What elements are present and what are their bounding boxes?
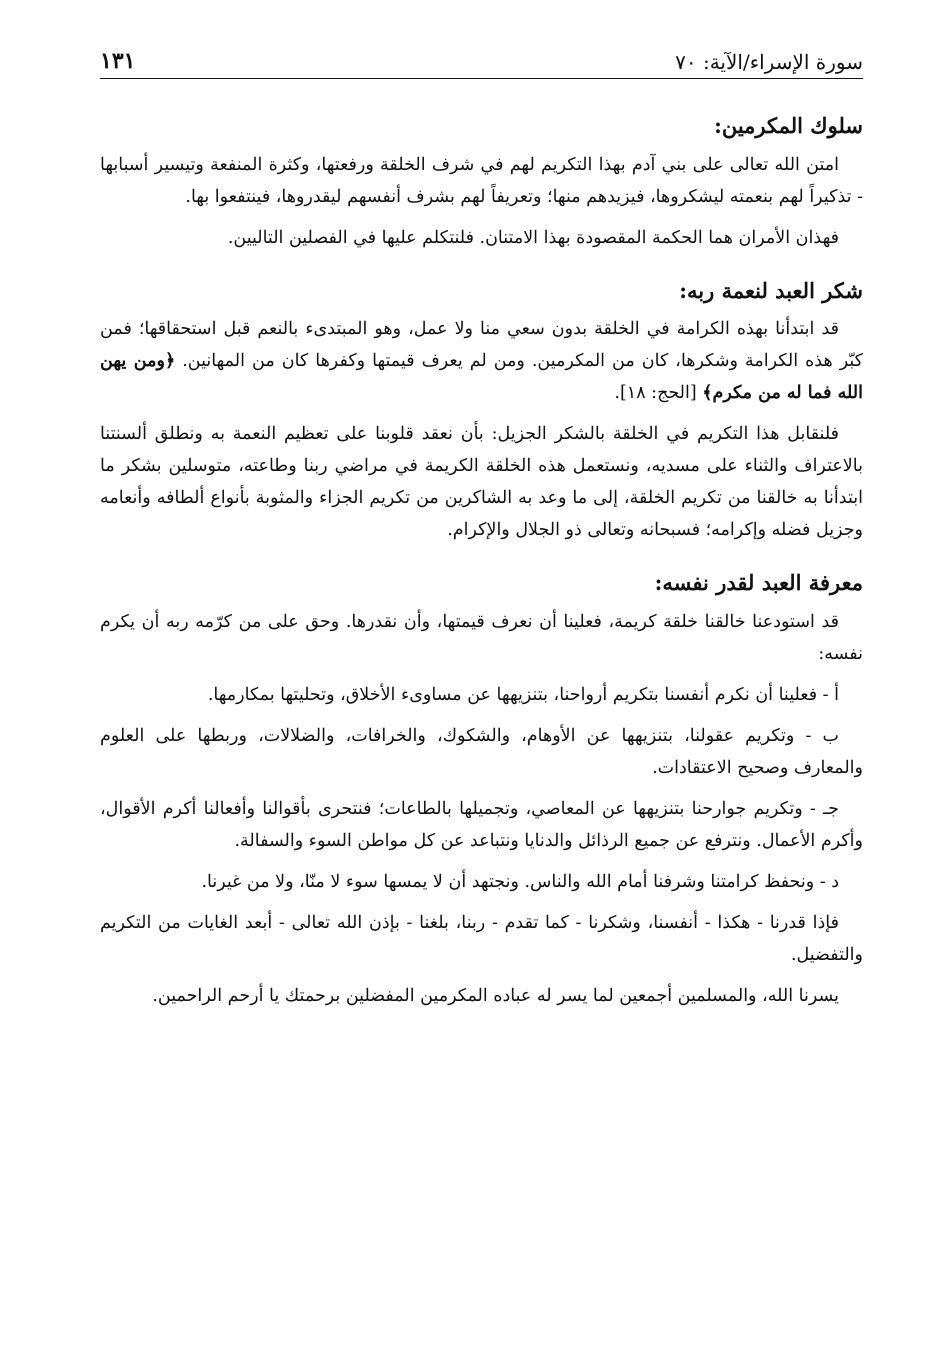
paragraph: امتن الله تعالى على بني آدم بهذا التكريم لهم في شرف الخلقة ورفعتها، وكثرة المنفعة وتيسير أسبابها - تذكيراً لهم بنعمته ليشكروها، فيزيدهم منها؛ وتعريفاً لهم بشرف أنفسهم ليقدروها، فينتفعوا بها. — [100, 154, 863, 207]
list-item-dal: د - ونحفظ كرامتنا وشرفنا أمام الله والناس. ونجتهد أن لا يمسها سوء لا منّا، ولا من غيرنا. — [201, 871, 839, 892]
quran-quote: ﴿ومن يهن الله فما له من مكرم﴾ — [100, 351, 863, 404]
page-content — [100, 109, 863, 1012]
citation: [الحج: ١٨]. — [614, 383, 703, 404]
section-heading: شكر العبد لنعمة ربه: — [679, 277, 863, 303]
paragraph: فهذان الأمران هما الحكمة المقصودة بهذا الامتنان. فلنتكلم عليها في الفصلين التاليين. — [227, 227, 839, 248]
section-gratitude-to-lord — [100, 274, 863, 547]
list-item-jim: جـ - وتكريم جوارحنا بتنزيهها عن المعاصي، وتجميلها بالطاعات؛ فنتحرى بأقوالنا وأفعالنا أكرم الأقوال، وأكرم الأعمال. ونترفع عن جميع الرذائل والدنايا ونتباعد عن كل مواطن السوء والسفالة. — [100, 798, 863, 851]
list-item-alif: أ - فعلينا أن نكرم أنفسنا بتكريم أرواحنا، بتنزيهها عن مساوىء الأخلاق، وتحليتها بمكارمها. — [207, 684, 839, 705]
section-self-worth — [100, 566, 863, 1012]
section-heading: معرفة العبد لقدر نفسه: — [654, 570, 863, 596]
page-number: ١٣١ — [100, 48, 136, 74]
book-page — [100, 40, 863, 1327]
paragraph: قد استودعنا خالقنا خلقة كريمة، فعلينا أن نعرف قيمتها، وأن نقدرها. وحق على من كرّمه ربه أن يكرم نفسه: — [100, 611, 863, 664]
section-conduct-of-honored — [100, 109, 863, 254]
running-title: سورة الإسراء/الآية: ٧٠ — [675, 50, 863, 74]
paragraph-text: قد ابتدأنا بهذه الكرامة في الخلقة بدون سعي منا ولا عمل، وهو المبتدىء بالنعم قبل استحقاقها؛ فمن كبّر هذه الكرامة وشكرها، كان من المكرمين. ومن لم يعرف قيمتها وكفرها كان من المهانين. — [100, 319, 863, 372]
list-item-ba: ب - وتكريم عقولنا، بتنزيهها عن الأوهام، والشكوك، والخرافات، والضلالات، وربطها على العلوم والمعارف وصحيح الاعتقادات. — [100, 725, 863, 778]
paragraph: فلنقابل هذا التكريم في الخلقة بالشكر الجزيل: بأن نعقد قلوبنا على تعظيم النعمة به ونطلق ألسنتنا بالاعتراف والثناء على مسديه، ونستعمل هذه الخلقة الكريمة في مراضي ربنا وطاعته، متوسلين بشكر ما ابتدأنا به خالقنا من تكريم الخلقة، إلى ما وعد به الشاكرين من تكريم الجزاء والمثوبة بأنواع ألطافه وأنعامه وجزيل فضله وإكرامه؛ فسبحانه وتعالى ذو الجلال والإكرام. — [100, 424, 863, 541]
running-header — [100, 40, 863, 79]
closing-prayer: يسرنا الله، والمسلمين أجمعين لما يسر له عباده المكرمين المفضلين برحمتك يا أرحم الراحمين. — [152, 985, 839, 1006]
paragraph: فإذا قدرنا - هكذا - أنفسنا، وشكرنا - كما تقدم - ربنا، بلغنا - بإذن الله تعالى - أبعد الغايات من التكريم والتفضيل. — [100, 912, 863, 965]
paragraph-with-quote — [100, 313, 863, 409]
section-heading: سلوك المكرمين: — [714, 113, 863, 138]
